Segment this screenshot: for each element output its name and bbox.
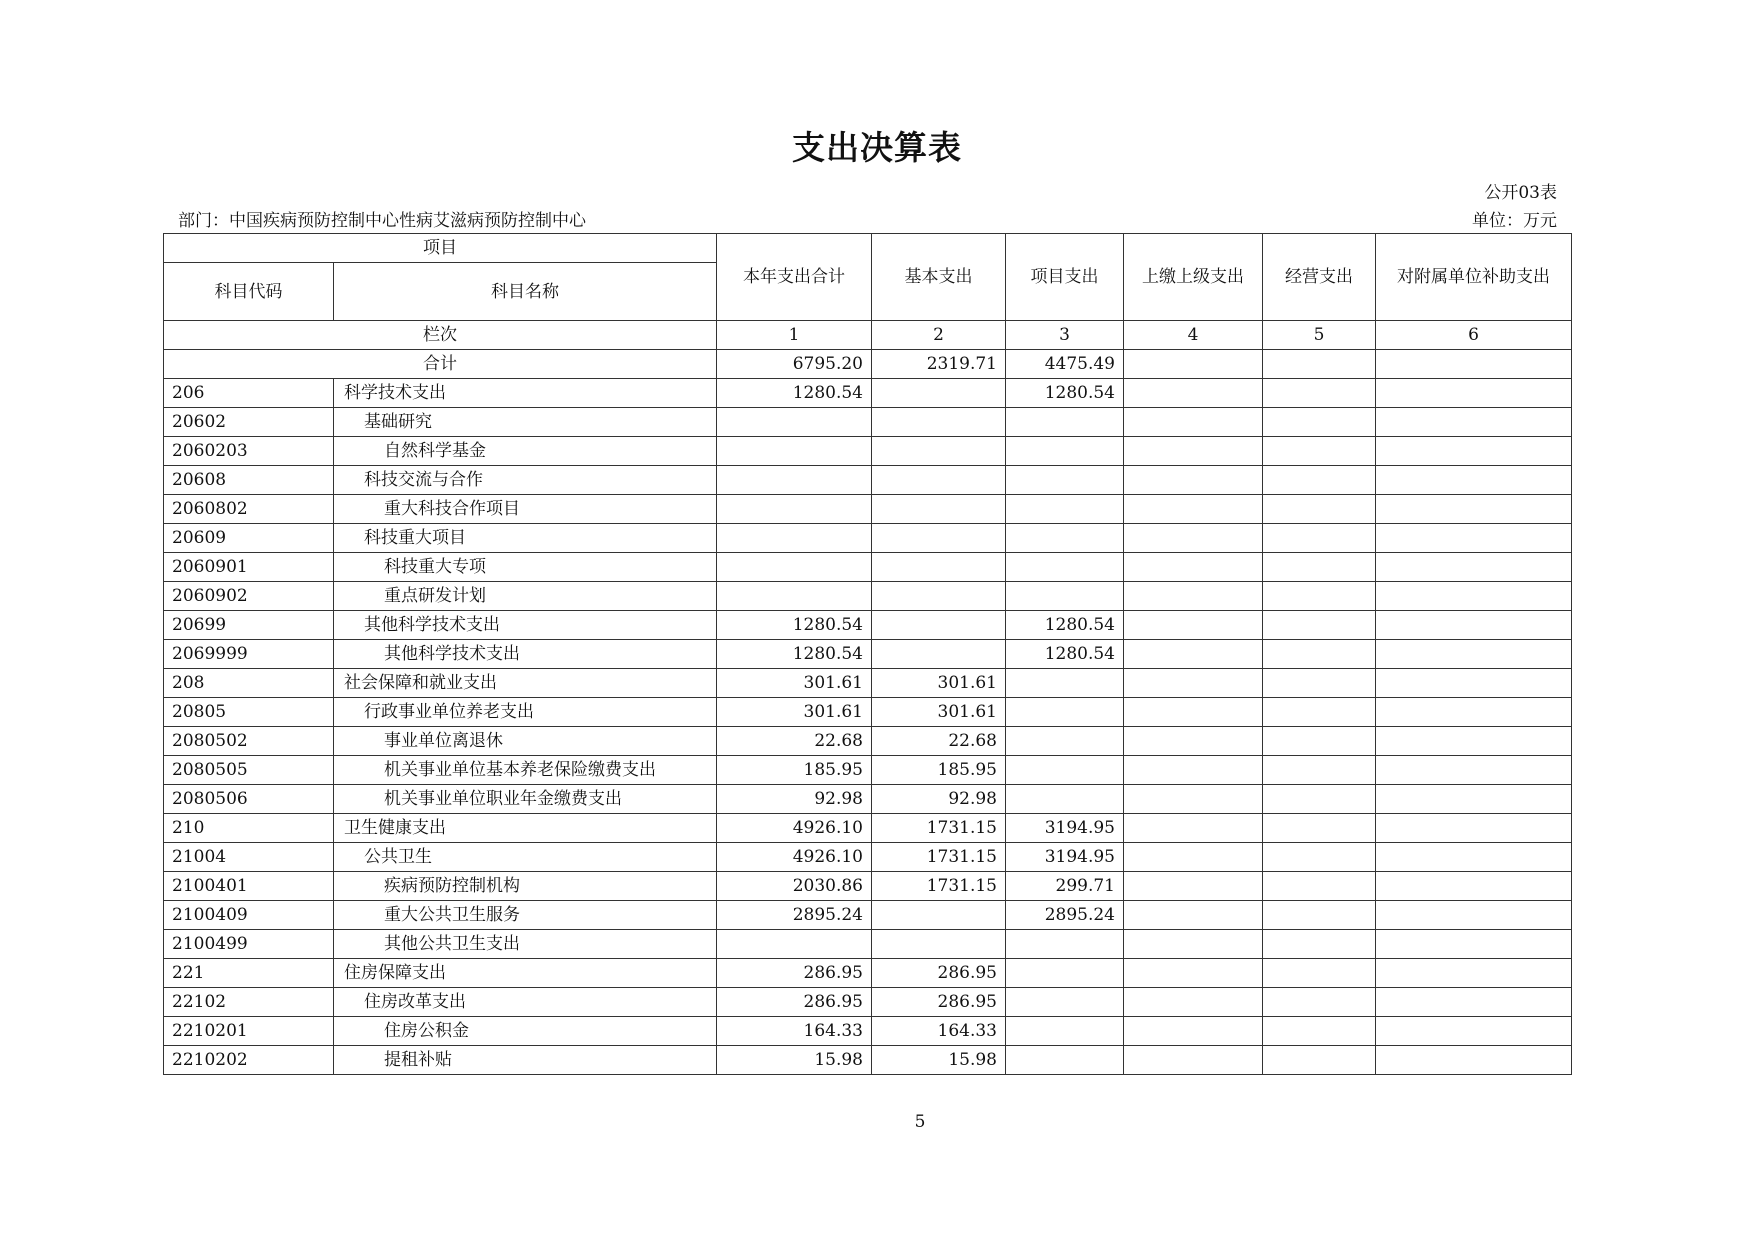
account-code: 2080502 xyxy=(164,727,334,756)
account-code: 221 xyxy=(164,959,334,988)
seq-number: 2 xyxy=(872,321,1006,350)
amount-cell xyxy=(1006,437,1124,466)
amount-cell xyxy=(1376,1017,1572,1046)
account-code: 2100409 xyxy=(164,901,334,930)
table-row xyxy=(164,524,1572,553)
amount-cell xyxy=(1124,408,1263,437)
amount-cell xyxy=(1263,582,1376,611)
amount-cell xyxy=(1263,466,1376,495)
amount-cell xyxy=(1263,814,1376,843)
amount-cell xyxy=(1263,640,1376,669)
amount-cell xyxy=(1263,669,1376,698)
amount-cell xyxy=(1006,1046,1124,1075)
table-row xyxy=(164,640,1572,669)
table-row xyxy=(164,379,1572,408)
amount-cell xyxy=(1376,959,1572,988)
amount-cell xyxy=(1124,437,1263,466)
amount-cell xyxy=(1376,640,1572,669)
table-row xyxy=(164,466,1572,495)
amount-cell xyxy=(1263,698,1376,727)
table-row xyxy=(164,901,1572,930)
account-code: 2080506 xyxy=(164,785,334,814)
account-code: 208 xyxy=(164,669,334,698)
table-row xyxy=(164,408,1572,437)
account-code: 20602 xyxy=(164,408,334,437)
amount-cell xyxy=(1263,843,1376,872)
account-name: 其他科学技术支出 xyxy=(334,611,717,640)
seq-row xyxy=(164,321,1572,350)
amount-cell xyxy=(872,379,1006,408)
amount-cell xyxy=(1006,408,1124,437)
total-value: 2319.71 xyxy=(872,350,1006,379)
amount-cell xyxy=(1263,727,1376,756)
account-name: 住房改革支出 xyxy=(334,988,717,1017)
amount-cell xyxy=(1376,553,1572,582)
account-name: 重大公共卫生服务 xyxy=(334,901,717,930)
amount-cell xyxy=(1376,466,1572,495)
account-code: 2080505 xyxy=(164,756,334,785)
amount-cell xyxy=(872,640,1006,669)
amount-cell xyxy=(872,437,1006,466)
amount-cell xyxy=(1263,408,1376,437)
table-body xyxy=(164,234,1572,1075)
amount-cell xyxy=(1263,988,1376,1017)
account-code: 206 xyxy=(164,379,334,408)
account-name: 行政事业单位养老支出 xyxy=(334,698,717,727)
amount-cell: 286.95 xyxy=(717,988,872,1017)
amount-cell: 1280.54 xyxy=(1006,379,1124,408)
amount-cell xyxy=(1263,959,1376,988)
amount-cell: 22.68 xyxy=(872,727,1006,756)
amount-cell xyxy=(872,582,1006,611)
amount-cell xyxy=(1263,930,1376,959)
seq-number: 1 xyxy=(717,321,872,350)
amount-cell xyxy=(1124,843,1263,872)
account-name: 自然科学基金 xyxy=(334,437,717,466)
amount-cell: 1731.15 xyxy=(872,872,1006,901)
seq-number: 4 xyxy=(1124,321,1263,350)
total-value xyxy=(1124,350,1263,379)
amount-cell xyxy=(1263,1046,1376,1075)
amount-cell xyxy=(1124,785,1263,814)
amount-cell xyxy=(1263,524,1376,553)
amount-cell xyxy=(1124,611,1263,640)
page-title: 支出决算表 xyxy=(792,128,962,167)
account-name: 科技重大项目 xyxy=(334,524,717,553)
amount-cell xyxy=(872,553,1006,582)
header-col-remit: 上缴上级支出 xyxy=(1124,234,1263,321)
amount-cell xyxy=(1376,756,1572,785)
amount-cell xyxy=(1263,495,1376,524)
amount-cell xyxy=(1376,872,1572,901)
account-name: 机关事业单位职业年金缴费支出 xyxy=(334,785,717,814)
amount-cell: 301.61 xyxy=(717,698,872,727)
amount-cell xyxy=(1263,553,1376,582)
amount-cell xyxy=(872,408,1006,437)
expenditure-table xyxy=(163,233,1572,1075)
amount-cell: 15.98 xyxy=(872,1046,1006,1075)
amount-cell xyxy=(717,582,872,611)
seq-number: 3 xyxy=(1006,321,1124,350)
amount-cell xyxy=(1006,553,1124,582)
amount-cell xyxy=(1124,901,1263,930)
department-label: 部门：中国疾病预防控制中心性病艾滋病预防控制中心 xyxy=(178,211,586,231)
amount-cell xyxy=(1124,1046,1263,1075)
amount-cell xyxy=(1124,872,1263,901)
table-row xyxy=(164,437,1572,466)
amount-cell xyxy=(1124,524,1263,553)
amount-cell: 286.95 xyxy=(872,959,1006,988)
amount-cell xyxy=(1376,727,1572,756)
account-code: 20609 xyxy=(164,524,334,553)
table-row xyxy=(164,553,1572,582)
amount-cell xyxy=(1376,930,1572,959)
amount-cell: 1731.15 xyxy=(872,814,1006,843)
amount-cell: 1280.54 xyxy=(1006,640,1124,669)
amount-cell xyxy=(1376,843,1572,872)
table-row xyxy=(164,669,1572,698)
amount-cell xyxy=(717,495,872,524)
amount-cell: 92.98 xyxy=(872,785,1006,814)
account-code: 2060901 xyxy=(164,553,334,582)
total-row xyxy=(164,350,1572,379)
amount-cell: 164.33 xyxy=(872,1017,1006,1046)
amount-cell: 4926.10 xyxy=(717,843,872,872)
header-col-basic: 基本支出 xyxy=(872,234,1006,321)
header-col-subsidy: 对附属单位补助支出 xyxy=(1376,234,1572,321)
amount-cell: 301.61 xyxy=(872,669,1006,698)
amount-cell xyxy=(1376,495,1572,524)
amount-cell xyxy=(717,408,872,437)
amount-cell xyxy=(1263,785,1376,814)
amount-cell: 1280.54 xyxy=(717,640,872,669)
amount-cell xyxy=(1376,1046,1572,1075)
amount-cell xyxy=(1376,611,1572,640)
amount-cell: 185.95 xyxy=(872,756,1006,785)
amount-cell xyxy=(1376,524,1572,553)
amount-cell xyxy=(717,524,872,553)
amount-cell: 1280.54 xyxy=(717,611,872,640)
table-row xyxy=(164,785,1572,814)
amount-cell xyxy=(1376,582,1572,611)
amount-cell xyxy=(1006,466,1124,495)
table-row xyxy=(164,756,1572,785)
amount-cell: 1280.54 xyxy=(717,379,872,408)
account-name: 卫生健康支出 xyxy=(334,814,717,843)
header-col-total: 本年支出合计 xyxy=(717,234,872,321)
amount-cell xyxy=(1006,524,1124,553)
amount-cell: 286.95 xyxy=(872,988,1006,1017)
account-name: 重大科技合作项目 xyxy=(334,495,717,524)
amount-cell: 301.61 xyxy=(717,669,872,698)
amount-cell: 2895.24 xyxy=(717,901,872,930)
account-code: 20608 xyxy=(164,466,334,495)
amount-cell xyxy=(1006,756,1124,785)
amount-cell xyxy=(1376,988,1572,1017)
amount-cell: 1280.54 xyxy=(1006,611,1124,640)
amount-cell xyxy=(1263,901,1376,930)
table-row xyxy=(164,611,1572,640)
form-number: 公开03表 xyxy=(1484,183,1557,203)
amount-cell xyxy=(1124,495,1263,524)
amount-cell: 22.68 xyxy=(717,727,872,756)
amount-cell xyxy=(872,611,1006,640)
account-code: 2069999 xyxy=(164,640,334,669)
amount-cell: 3194.95 xyxy=(1006,843,1124,872)
header-row-item xyxy=(164,234,1572,263)
amount-cell: 15.98 xyxy=(717,1046,872,1075)
amount-cell xyxy=(872,930,1006,959)
amount-cell xyxy=(1263,1017,1376,1046)
amount-cell: 2895.24 xyxy=(1006,901,1124,930)
amount-cell xyxy=(1124,553,1263,582)
account-code: 2100499 xyxy=(164,930,334,959)
account-code: 21004 xyxy=(164,843,334,872)
amount-cell xyxy=(1124,582,1263,611)
amount-cell: 3194.95 xyxy=(1006,814,1124,843)
amount-cell xyxy=(1376,437,1572,466)
table-row xyxy=(164,582,1572,611)
amount-cell xyxy=(1376,785,1572,814)
table-row xyxy=(164,698,1572,727)
amount-cell: 92.98 xyxy=(717,785,872,814)
amount-cell xyxy=(1263,611,1376,640)
account-name: 科技重大专项 xyxy=(334,553,717,582)
amount-cell xyxy=(1376,901,1572,930)
amount-cell xyxy=(1263,437,1376,466)
amount-cell: 286.95 xyxy=(717,959,872,988)
table-row xyxy=(164,988,1572,1017)
amount-cell xyxy=(1124,698,1263,727)
account-name: 事业单位离退休 xyxy=(334,727,717,756)
account-name: 科技交流与合作 xyxy=(334,466,717,495)
table-row xyxy=(164,930,1572,959)
unit-label: 单位：万元 xyxy=(1472,211,1557,231)
amount-cell xyxy=(1263,872,1376,901)
table-row xyxy=(164,1017,1572,1046)
amount-cell xyxy=(1006,988,1124,1017)
amount-cell xyxy=(1376,379,1572,408)
total-value: 6795.20 xyxy=(717,350,872,379)
amount-cell xyxy=(717,930,872,959)
amount-cell xyxy=(1124,640,1263,669)
table-row xyxy=(164,872,1572,901)
account-code: 2210201 xyxy=(164,1017,334,1046)
header-col-project: 项目支出 xyxy=(1006,234,1124,321)
account-name: 其他科学技术支出 xyxy=(334,640,717,669)
account-code: 2060802 xyxy=(164,495,334,524)
account-name: 社会保障和就业支出 xyxy=(334,669,717,698)
amount-cell: 185.95 xyxy=(717,756,872,785)
amount-cell: 2030.86 xyxy=(717,872,872,901)
table-row xyxy=(164,1046,1572,1075)
amount-cell: 1731.15 xyxy=(872,843,1006,872)
seq-number: 6 xyxy=(1376,321,1572,350)
amount-cell xyxy=(1006,1017,1124,1046)
header-code: 科目代码 xyxy=(164,263,334,321)
amount-cell xyxy=(1006,495,1124,524)
amount-cell xyxy=(1263,756,1376,785)
amount-cell xyxy=(872,466,1006,495)
account-code: 2060203 xyxy=(164,437,334,466)
amount-cell xyxy=(1006,727,1124,756)
seq-number: 5 xyxy=(1263,321,1376,350)
account-code: 22102 xyxy=(164,988,334,1017)
account-name: 疾病预防控制机构 xyxy=(334,872,717,901)
amount-cell xyxy=(1124,988,1263,1017)
total-value xyxy=(1263,350,1376,379)
seq-label: 栏次 xyxy=(164,321,717,350)
amount-cell xyxy=(1124,669,1263,698)
amount-cell xyxy=(1006,959,1124,988)
table-row xyxy=(164,959,1572,988)
account-name: 重点研发计划 xyxy=(334,582,717,611)
amount-cell xyxy=(872,901,1006,930)
account-code: 2060902 xyxy=(164,582,334,611)
amount-cell: 299.71 xyxy=(1006,872,1124,901)
amount-cell xyxy=(1376,669,1572,698)
amount-cell xyxy=(717,437,872,466)
amount-cell xyxy=(1376,698,1572,727)
account-name: 机关事业单位基本养老保险缴费支出 xyxy=(334,756,717,785)
amount-cell xyxy=(717,553,872,582)
account-name: 科学技术支出 xyxy=(334,379,717,408)
account-code: 2100401 xyxy=(164,872,334,901)
amount-cell xyxy=(1006,698,1124,727)
total-value: 4475.49 xyxy=(1006,350,1124,379)
amount-cell xyxy=(1124,959,1263,988)
amount-cell xyxy=(1006,930,1124,959)
amount-cell xyxy=(1124,1017,1263,1046)
amount-cell xyxy=(1124,930,1263,959)
amount-cell xyxy=(1124,756,1263,785)
account-name: 提租补贴 xyxy=(334,1046,717,1075)
account-name: 基础研究 xyxy=(334,408,717,437)
amount-cell xyxy=(872,524,1006,553)
amount-cell xyxy=(1124,379,1263,408)
account-code: 210 xyxy=(164,814,334,843)
table-row xyxy=(164,814,1572,843)
table-row xyxy=(164,495,1572,524)
total-value xyxy=(1376,350,1572,379)
amount-cell xyxy=(1124,466,1263,495)
account-name: 住房保障支出 xyxy=(334,959,717,988)
header-name: 科目名称 xyxy=(334,263,717,321)
amount-cell xyxy=(1376,408,1572,437)
amount-cell xyxy=(1376,814,1572,843)
header-col-operating: 经营支出 xyxy=(1263,234,1376,321)
account-code: 20805 xyxy=(164,698,334,727)
amount-cell: 4926.10 xyxy=(717,814,872,843)
total-label: 合计 xyxy=(164,350,717,379)
amount-cell xyxy=(1124,727,1263,756)
account-name: 公共卫生 xyxy=(334,843,717,872)
table-row xyxy=(164,727,1572,756)
account-name: 住房公积金 xyxy=(334,1017,717,1046)
account-code: 20699 xyxy=(164,611,334,640)
amount-cell xyxy=(1006,785,1124,814)
amount-cell xyxy=(1124,814,1263,843)
account-code: 2210202 xyxy=(164,1046,334,1075)
amount-cell xyxy=(717,466,872,495)
amount-cell xyxy=(872,495,1006,524)
amount-cell xyxy=(1006,582,1124,611)
account-name: 其他公共卫生支出 xyxy=(334,930,717,959)
table-row xyxy=(164,843,1572,872)
amount-cell xyxy=(1263,379,1376,408)
amount-cell xyxy=(1006,669,1124,698)
header-item: 项目 xyxy=(164,234,717,263)
amount-cell: 164.33 xyxy=(717,1017,872,1046)
amount-cell: 301.61 xyxy=(872,698,1006,727)
page-number: 5 xyxy=(914,1112,926,1132)
